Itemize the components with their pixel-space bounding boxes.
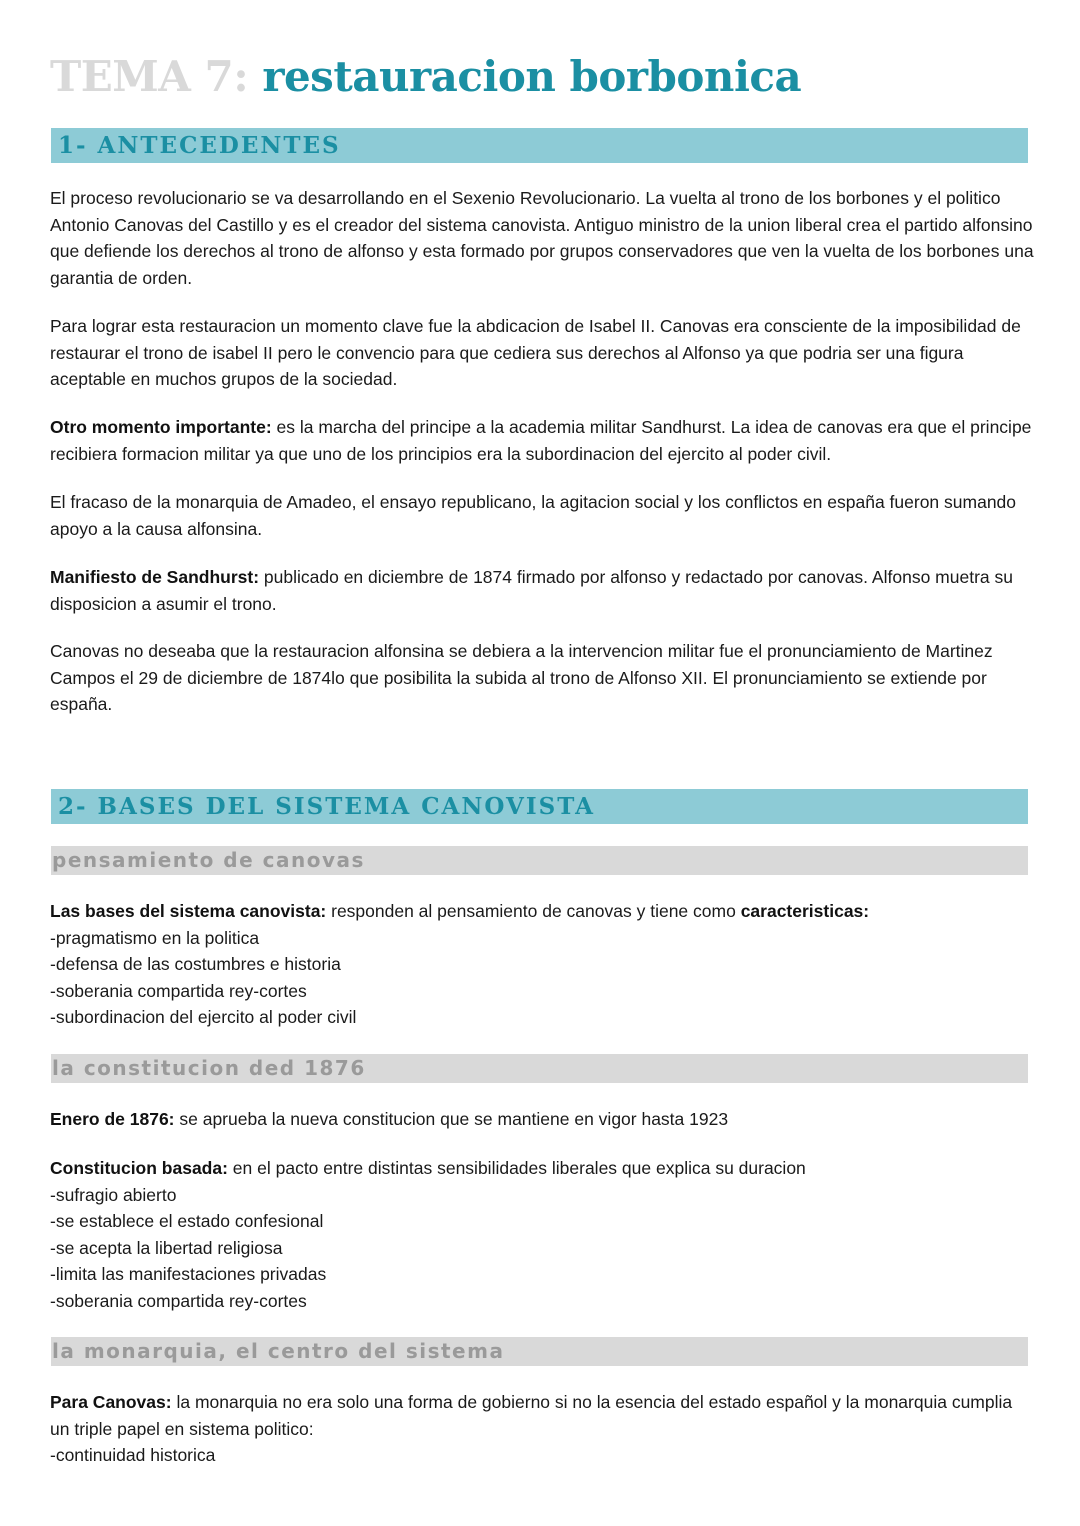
pensamiento-list: [50, 925, 1035, 1031]
list-item: -se establece el estado confesional: [50, 1211, 324, 1231]
list-item: -soberania compartida rey-cortes: [50, 980, 307, 1001]
monarquia-block: [50, 1389, 1035, 1469]
paragraph-text: publicado en diciembre de 1874 firmado por alfonso y redactado por canovas. Alfonso muetra su disposicion a asumir el trono.: [50, 567, 1013, 614]
paragraph-antecedentes-1: El proceso revolucionario se va desarrollando en el Sexenio Revolucionario. La vuelta al trono de los borbones y el politico Antonio Canovas del Castillo y es el creador del sistema canovista. Antiguo ministro de la union liberal crea el partido alfonsino que defiende los derechos al trono de alfonso y esta formado por grupos conservadores que ven la vuelta de los borbones una garantia de orden.: [50, 188, 1034, 288]
section-heading-bases: 2- BASES DEL SISTEMA CANOVISTA: [51, 789, 1028, 824]
subheading-monarquia: la monarquia, el centro del sistema: [51, 1337, 1028, 1366]
list-item: -limita las manifestaciones privadas: [50, 1264, 327, 1284]
constitucion-list: [50, 1182, 1035, 1315]
list-item: -se acepta la libertad religiosa: [50, 1237, 283, 1258]
constitucion-enero: [50, 1106, 1035, 1133]
monarquia-paragraph: [50, 1389, 1035, 1442]
paragraph-antecedentes-5: [50, 564, 1035, 617]
list-item: -subordinacion del ejercito al poder civil: [50, 1007, 357, 1027]
page-title: [50, 50, 801, 104]
paragraph-text: responden al pensamiento de canovas y tiene como: [326, 901, 741, 921]
paragraph-label: Otro momento importante:: [50, 417, 272, 437]
paragraph-text: es la marcha del principe a la academia militar Sandhurst. La idea de canovas era que el principe recibiera formacion militar ya que uno de los principios era la subordinacion del ejercito al poder civil.: [50, 417, 1032, 464]
paragraph-text: la monarquia no era solo una forma de gobierno si no la esencia del estado español y la monarquia cumplia un triple papel en sistema politico:: [50, 1392, 1013, 1439]
paragraph-antecedentes-2: Para lograr esta restauracion un momento clave fue la abdicacion de Isabel II. Canovas era consciente de la imposibilidad de restaurar el trono de isabel II pero le convencio para que cediera sus derechos al Alfonso ya que podria ser una figura aceptable en muchos grupos de la sociedad.: [50, 316, 1021, 389]
paragraph-label: Manifiesto de Sandhurst:: [50, 567, 260, 587]
section-heading-antecedentes: 1- ANTECEDENTES: [51, 128, 1028, 163]
constitucion-block: [50, 1155, 1035, 1314]
monarquia-list: [50, 1442, 1035, 1469]
paragraph-antecedentes-3: [50, 414, 1035, 467]
list-item: -sufragio abierto: [50, 1184, 177, 1205]
paragraph-text: se aprueba la nueva constitucion que se mantiene en vigor hasta 1923: [174, 1109, 729, 1129]
subheading-constitucion: la constitucion ded 1876: [51, 1054, 1028, 1083]
pensamiento-intro: [50, 898, 1035, 925]
paragraph-label: Enero de 1876:: [50, 1109, 175, 1129]
paragraph-label: Para Canovas:: [50, 1392, 172, 1412]
pensamiento-block: [50, 898, 1035, 1031]
paragraph-text: en el pacto entre distintas sensibilidades liberales que explica su duracion: [227, 1158, 806, 1178]
list-item: -continuidad historica: [50, 1445, 216, 1465]
title-main: restauracion borbonica: [262, 52, 802, 101]
paragraph-antecedentes-4: El fracaso de la monarquia de Amadeo, el ensayo republicano, la agitacion social y los conflictos en españa fueron sumando apoyo a la causa alfonsina.: [50, 492, 1017, 539]
subheading-pensamiento: pensamiento de canovas: [51, 846, 1028, 875]
paragraph-label: caracteristicas:: [740, 901, 870, 921]
list-item: -defensa de las costumbres e historia: [50, 954, 341, 974]
constitucion-basada: [50, 1155, 1035, 1182]
title-prefix: TEMA 7:: [50, 52, 249, 101]
list-item: -soberania compartida rey-cortes: [50, 1290, 307, 1311]
paragraph-label: Las bases del sistema canovista:: [50, 901, 327, 921]
list-item: -pragmatismo en la politica: [50, 927, 260, 948]
paragraph-label: Constitucion basada:: [50, 1158, 228, 1178]
paragraph-antecedentes-6: Canovas no deseaba que la restauracion alfonsina se debiera a la intervencion militar fue el pronunciamiento de Martinez Campos el 29 de diciembre de 1874lo que posibilita la subida al trono de Alfonso XII. El pronunciamiento se extiende por españa.: [50, 641, 993, 714]
